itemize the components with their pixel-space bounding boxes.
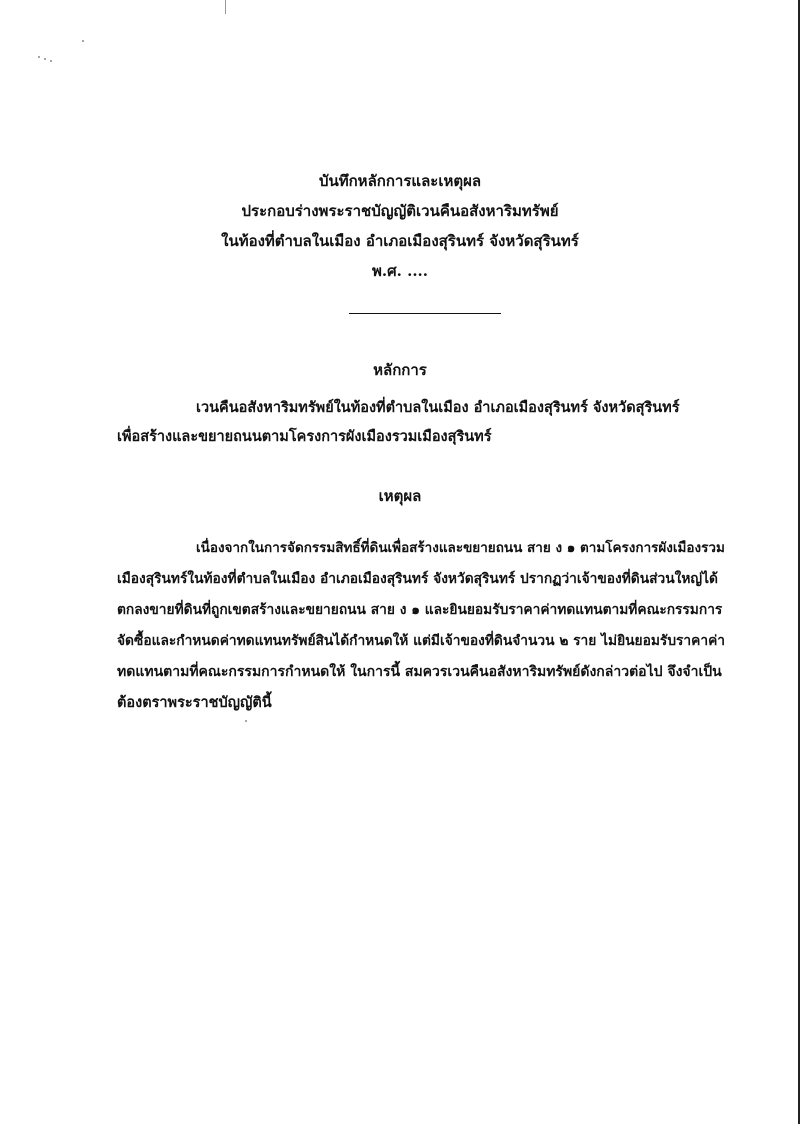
header-subtitle: ประกอบร่างพระราชบัญญัติเวนคืนอสังหาริมทรัพย์ (241, 202, 559, 220)
scan-speck (82, 40, 84, 42)
scan-speck (245, 720, 247, 722)
scan-speck (50, 60, 52, 62)
principle-text-line: เวนคืนอสังหาริมทรัพย์ในท้องที่ตำบลในเมือง อำเภอเมืองสุรินทร์ จังหวัดสุรินทร์ (196, 399, 680, 416)
document-header (0, 166, 800, 286)
reason-text-line: เนื่องจากในการจัดกรรมสิทธิ์ที่ดินเพื่อสร้างและขยายถนน สาย ง ๑ ตามโครงการผังเมืองรวม (196, 540, 725, 556)
header-title: บันทึกหลักการและเหตุผล (318, 172, 482, 190)
reason-text-line: เมืองสุรินทร์ในท้องที่ตำบลในเมือง อำเภอเมืองสุรินทร์ จังหวัดสุรินทร์ ปรากฏว่าเจ้าของที่ดินส่วนใหญ่ได้ (117, 571, 718, 587)
reason-text-line: ทดแทนตามที่คณะกรรมการกำหนดให้ ในการนี้ สมควรเวนคืนอสังหาริมทรัพย์ดังกล่าวต่อไป จึงจำเป็น (117, 664, 722, 680)
header-location: ในท้องที่ตำบลในเมือง อำเภอเมืองสุรินทร์ จังหวัดสุรินทร์ (221, 232, 579, 250)
scan-speck (38, 56, 40, 58)
reason-text-line: ตกลงขายที่ดินที่ถูกเขตสร้างและขยายถนน สาย ง ๑ และยินยอมรับราคาค่าทดแทนตามที่คณะกรรมการ (117, 602, 723, 618)
principle-text-line: เพื่อสร้างและขยายถนนตามโครงการผังเมืองรวมเมืองสุรินทร์ (117, 428, 492, 445)
reason-heading: เหตุผล (378, 487, 422, 505)
reason-text-line: ต้องตราพระราชบัญญัตินี้ (117, 694, 272, 711)
header-year: พ.ศ. .... (372, 262, 428, 280)
principle-heading: หลักการ (373, 361, 427, 379)
scan-speck (44, 58, 46, 60)
header-divider (349, 313, 501, 314)
reason-text-line: จัดซื้อและกำหนดค่าทดแทนทรัพย์สินได้กำหนดให้ แต่มีเจ้าของที่ดินจำนวน ๒ ราย ไม่ยินยอมรับราคาค่า (117, 633, 725, 649)
scan-artifact (225, 0, 226, 14)
